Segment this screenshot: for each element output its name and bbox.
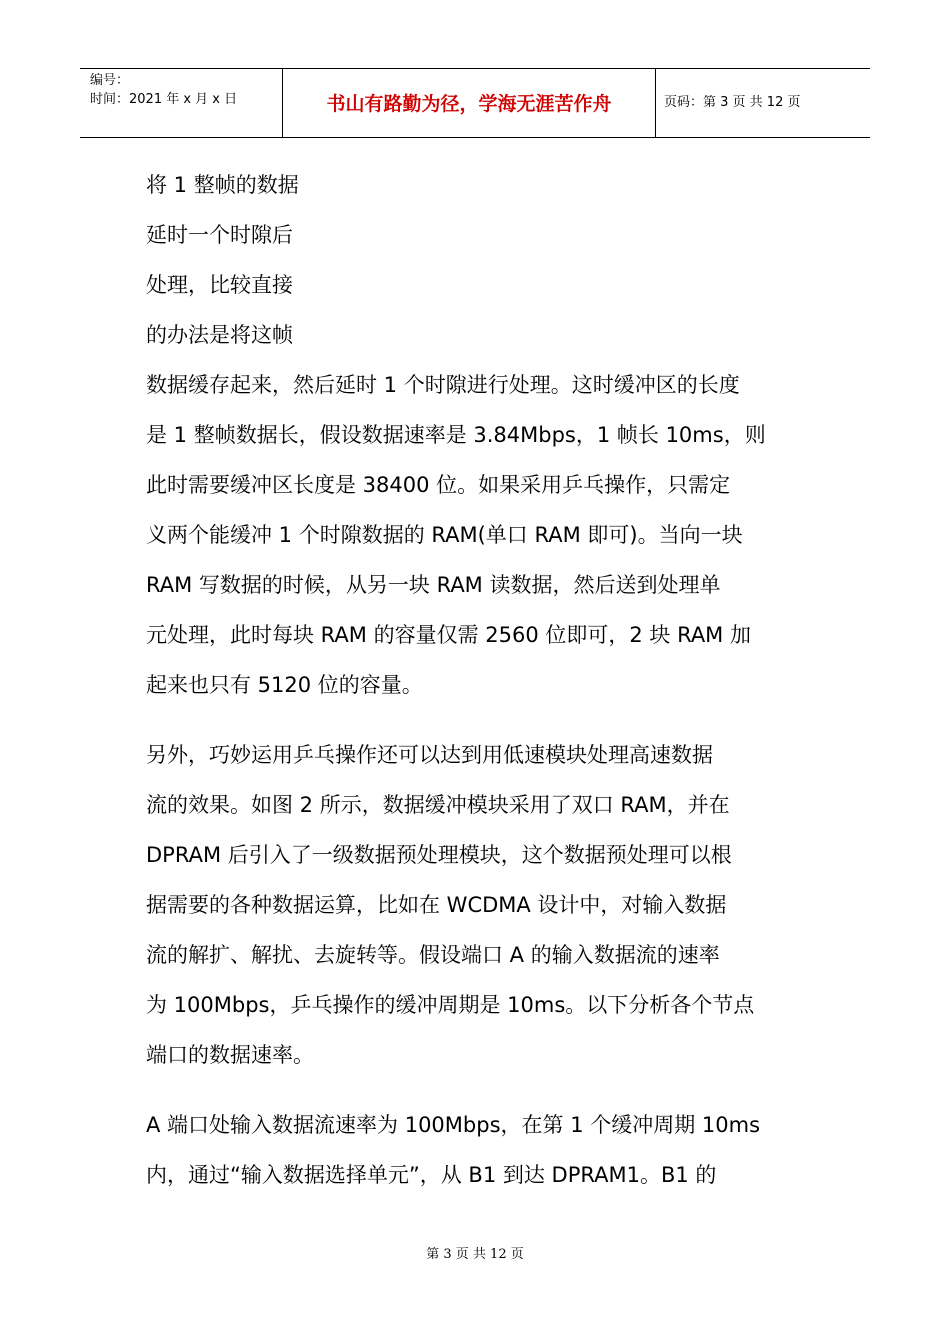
text-line: 将 1 整帧的数据 (146, 173, 299, 197)
text-line: A 端口处输入数据流速率为 100Mbps，在第 1 个缓冲周期 10ms (146, 1113, 761, 1137)
page-footer: 第 3 页 共 12 页 (426, 1247, 524, 1262)
text-line: 义两个能缓冲 1 个时隙数据的 RAM(单口 RAM 即可)。当向一块 (146, 523, 743, 547)
text-line: 另外，巧妙运用乒乓操作还可以达到用低速模块处理高速数据 (146, 743, 713, 767)
document-date: 时间：2021 年 x 月 x 日 (90, 92, 238, 107)
text-line: 起来也只有 5120 位的容量。 (146, 673, 423, 697)
text-line: 的办法是将这帧 (146, 323, 293, 347)
header-meta-cell (80, 69, 283, 137)
text-line: DPRAM 后引入了一级数据预处理模块，这个数据预处理可以根 (146, 843, 732, 867)
text-line: 此时需要缓冲区长度是 38400 位。如果采用乒乓操作，只需定 (146, 473, 731, 497)
header-page-info: 页码：第 3 页 共 12 页 (664, 95, 801, 110)
text-line: 端口的数据速率。 (146, 1043, 314, 1067)
header-motto: 书山有路勤为径，学海无涯苦作舟 (326, 93, 612, 115)
text-line: 为 100Mbps，乒乓操作的缓冲周期是 10ms。以下分析各个节点 (146, 993, 755, 1017)
body-text (146, 160, 826, 1200)
text-line: RAM 写数据的时候，从另一块 RAM 读数据，然后送到处理单 (146, 573, 721, 597)
text-line: 延时一个时隙后 (146, 223, 293, 247)
text-line: 处理，比较直接 (146, 273, 293, 297)
text-line: 元处理，此时每块 RAM 的容量仅需 2560 位即可，2 块 RAM 加 (146, 623, 751, 647)
text-line: 数据缓存起来，然后延时 1 个时隙进行处理。这时缓冲区的长度 (146, 373, 740, 397)
text-line: 流的效果。如图 2 所示，数据缓冲模块采用了双口 RAM，并在 (146, 793, 730, 817)
text-line: 内，通过“输入数据选择单元”，从 B1 到达 DPRAM1。B1 的 (146, 1163, 717, 1187)
document-number-label: 编号： (90, 73, 130, 88)
header-page-cell (656, 69, 870, 137)
text-line: 是 1 整帧数据长，假设数据速率是 3.84Mbps，1 帧长 10ms，则 (146, 423, 766, 447)
text-line: 据需要的各种数据运算，比如在 WCDMA 设计中，对输入数据 (146, 893, 727, 917)
header-motto-cell (283, 69, 656, 137)
header-table (80, 68, 870, 138)
text-line: 流的解扩、解扰、去旋转等。假设端口 A 的输入数据流的速率 (146, 943, 720, 967)
